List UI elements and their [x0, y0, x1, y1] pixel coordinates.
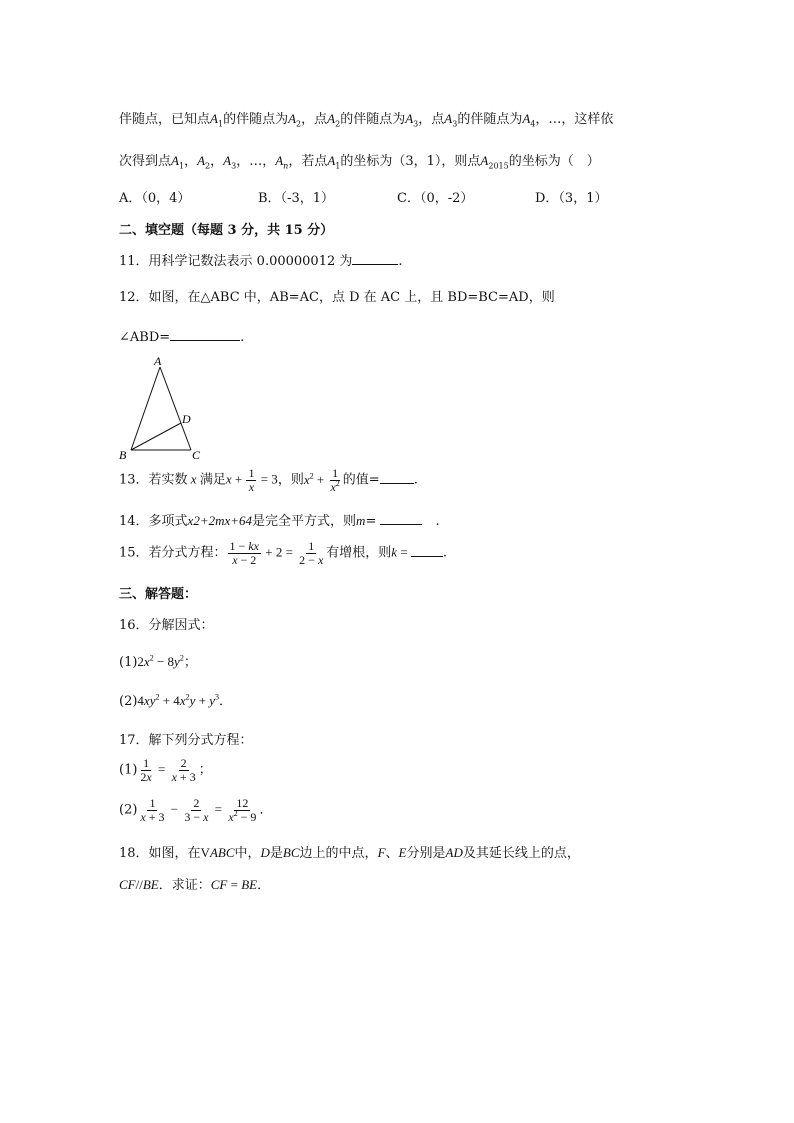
- label-b: B: [119, 448, 127, 462]
- q16-title: 16．分解因式：: [119, 618, 214, 633]
- q12-line2: ∠ABD= .: [119, 330, 245, 345]
- q15: 15．若分式方程： $\frac{1 - kx}{x - 2}$ + 2 = $\frac{1}{2 - x}$ 有增根，则k = .: [119, 539, 448, 567]
- q15-answer-blank[interactable]: [411, 544, 443, 557]
- side-ab: [131, 367, 160, 450]
- q16-part2: $(2)4xy^2 + 4x^2y + y^3$．: [119, 692, 233, 709]
- fraction-1-over-x2: $\frac{1}{x^2}$: [330, 466, 340, 494]
- label-d: D: [182, 412, 191, 426]
- q17-part2: (2) $\frac{1}{x + 3}$ − $\frac{2}{3 - x}$ = $\frac{12}{x^2 - 9}$ ．: [119, 796, 273, 824]
- q17-title: 17．解下列分式方程：: [119, 733, 253, 748]
- q12: 12．如图，在△ABC 中，AB=AC，点 D 在 AC 上，且 BD=BC=AD，则: [119, 290, 555, 305]
- q16-part1: $(1)2x^2 - 8y^2$；: [119, 653, 197, 670]
- q14-answer-blank[interactable]: [380, 512, 422, 525]
- triangle-abd-figure: [115, 353, 215, 463]
- q17-part1: (1) $\frac{1}{2x}$ = $\frac{2}{x + 3}$ ；: [119, 756, 212, 784]
- q12-answer-blank[interactable]: [170, 328, 240, 341]
- label-c: C: [192, 448, 201, 462]
- section3-title: 三、解答题：: [119, 587, 198, 602]
- choice-c[interactable]: C．（0，-2）: [397, 191, 474, 206]
- q14: 14．多项式x2+2mx+64是完全平方式，则m= .: [119, 513, 440, 529]
- section2-title: 二、填空题（每题 3 分，共 15 分）: [119, 223, 334, 238]
- q13: 13．若实数 x 满足x + $\frac{1}{x}$ = 3，则$x^2$ + $\frac{1}{x^2}$ 的值= .: [119, 466, 418, 494]
- q11: 11．用科学记数法表示 0.00000012 为 .: [119, 254, 403, 269]
- fraction-1-over-x: $\frac{1}{x}$: [248, 466, 255, 494]
- choice-d[interactable]: D．（3，1）: [535, 191, 608, 206]
- choice-a[interactable]: A．（0，4）: [119, 191, 191, 206]
- fraction-1-kx: $\frac{1 - kx}{x - 2}$: [229, 539, 259, 567]
- side-ac: [160, 367, 191, 450]
- q18-line2: CF//BE．求证：CF = BE．: [119, 877, 271, 893]
- q11-answer-blank[interactable]: [352, 252, 398, 265]
- fraction-1-over-2-x: $\frac{1}{2 - x}$: [299, 539, 324, 567]
- q10-line1: 伴随点，已知点$A_1$的伴随点为$A_2$，点$A_2$的伴随点为$A_3$，点$A_3$的伴随点为$A_4$，…，这样依: [119, 111, 614, 129]
- q18-line1: 18．如图，在VABC中，D是BC边上的中点，F、E分别是AD及其延长线上的点，: [119, 845, 580, 861]
- q13-answer-blank[interactable]: [380, 471, 414, 484]
- label-a: A: [154, 354, 162, 368]
- q10-line2: 次得到点$A_1$，$A_2$，$A_3$，…，$A_n$，若点$A_1$的坐标为（3，1），则点$A_{2015}$的坐标为（ ）: [119, 153, 600, 171]
- choice-b[interactable]: B．（-3，1）: [258, 191, 334, 206]
